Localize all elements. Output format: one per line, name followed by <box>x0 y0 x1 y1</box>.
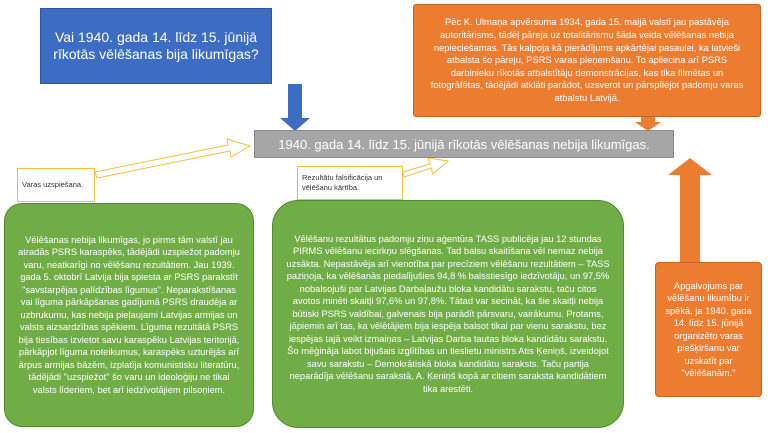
label-falsification: Rezultātu falsificācija un vēlēšanu kārtība. <box>297 166 403 200</box>
blue-down-arrow <box>280 84 310 131</box>
right-condition-text: Apgalvojums par vēlēšanu likumību ir spēkā, ja 1940. gada 14. līdz 15. jūnijā organizēto varas piešķiršanu var uzskatīt par "vēlēšanām." <box>665 280 752 378</box>
left-argument-box <box>4 203 254 427</box>
left-argument-text: Vēlēšanas nebija likumīgas, jo pirms tām valstī jau atradās PSRS karaspēks, tādējādi uzspiežot padomju varu, neatkarīgi no vēlēšanu rezultātiem. Jau 1939. gada 5. oktobrī Latvija bija spiesta ar PSRS parakstīt "savstarpējas palīdzības līgumus". Neparakstīšanas vai līguma pārkāpšanas gadījumā PSRS draudēja ar uzbrukumu, kas nebija pieļaujami Latvijas armijas un valsts aizsardzības spēkiem. Līguma rezultātā PSRS bija tiesības izvietot savu karaspēku Latvijas teritorijā, pārkāpjot līguma noteikumus, karaspēks uzturējās arī ārpus armijas bāzēm, izplatīja komunistisku literatūru, tādējādi "uzspiežot" šo varu un ideoloģiju ne tikai valsts līderiem, bet arī iedzīvotājiem pilsoņiem. <box>18 234 240 395</box>
main-statement-text: 1940. gada 14. līdz 15. jūnijā rīkotās vēlēšanas nebija likumīgas. <box>278 136 650 152</box>
label-power-imposition: Varas uzspiešana. <box>17 168 95 202</box>
orange-down-arrow <box>635 117 661 131</box>
yellow-outline-arrow-left <box>95 139 250 178</box>
center-argument-text: Vēlēšanu rezultātus padomju ziņu aģentūra TASS publicēja jau 12 stundas PIRMS vēlēšanu iecirkņu slēgšanas. Tad balsu skaitīšana vēl nemaz nebija uzsākta. Nepastāvēja arī vienotība par precīziem vēlēšanu rezultātiem – TASS paziņoja, ka vēlēšanās piedalījušies 94,8 % balsstiesīgo iedzīvotāju, un 97,5% nobalsojuši par Latvijas Darbaļaužu bloka kandidātu sarakstu, taču citos avotos minēti skaitļi 97,6% un 97,8%. Tātad var secināt, ka šie skaitļi nebija būtiski PSRS valdībai, galvenais bija parādīt pārsvaru, vairākumu. Protams, jāpiemin arī tas, ka vēlētājiem bija iespēja balsot tikai par vienu sarakstu, bez iespējas tajā veikt izmaiņas – Latvijas Darba tautas bloka kandidātu sarakstu. Šo mēģināja labot bijušais izglītības un tieslietu ministrs Atis Ķeniņš, izveidojot savu sarakstu – Demokrātiskā bloka kandidātu saraksts. Taču partija neparādīja vēlēšanu sarakstā, A. Ķeniņš kopā ar citiem saraksta kandidātiem tika arestēti. <box>286 233 610 394</box>
center-argument-box <box>272 200 624 428</box>
question-text: Vai 1940. gada 14. līdz 15. jūnijā rīkotās vēlēšanas bija likumīgas? <box>53 29 259 62</box>
main-statement-box <box>254 130 674 158</box>
right-condition-box <box>655 262 762 397</box>
top-right-text: Pēc K. Ulmaņa apvērsuma 1934. gada 15. maijā valstī jau pastāvēja autoritārisms, tādēļ pāreja uz totalitārismu šāda veida vēlēšanas nebija nepieciešamas. Tās kalpoja kā pierādījums apkārtējai pasaulei, ka latvieši atbalsta šo pāreju, PSRS varas pieņemšanu. To apliecina arī PSRS darbinieku rīkotās atbalstītāju demonstrācijas, kas tika filmētas un fotogrāfētas, tādējādi atklāti parādot, uzsverot un pārspīlējot padomju varas atbalstu Latvijā. <box>430 16 744 103</box>
top-right-explanation-box <box>413 4 761 117</box>
orange-up-arrow <box>668 158 712 262</box>
yellow-outline-arrow-mid <box>403 158 448 177</box>
question-box <box>40 8 272 84</box>
